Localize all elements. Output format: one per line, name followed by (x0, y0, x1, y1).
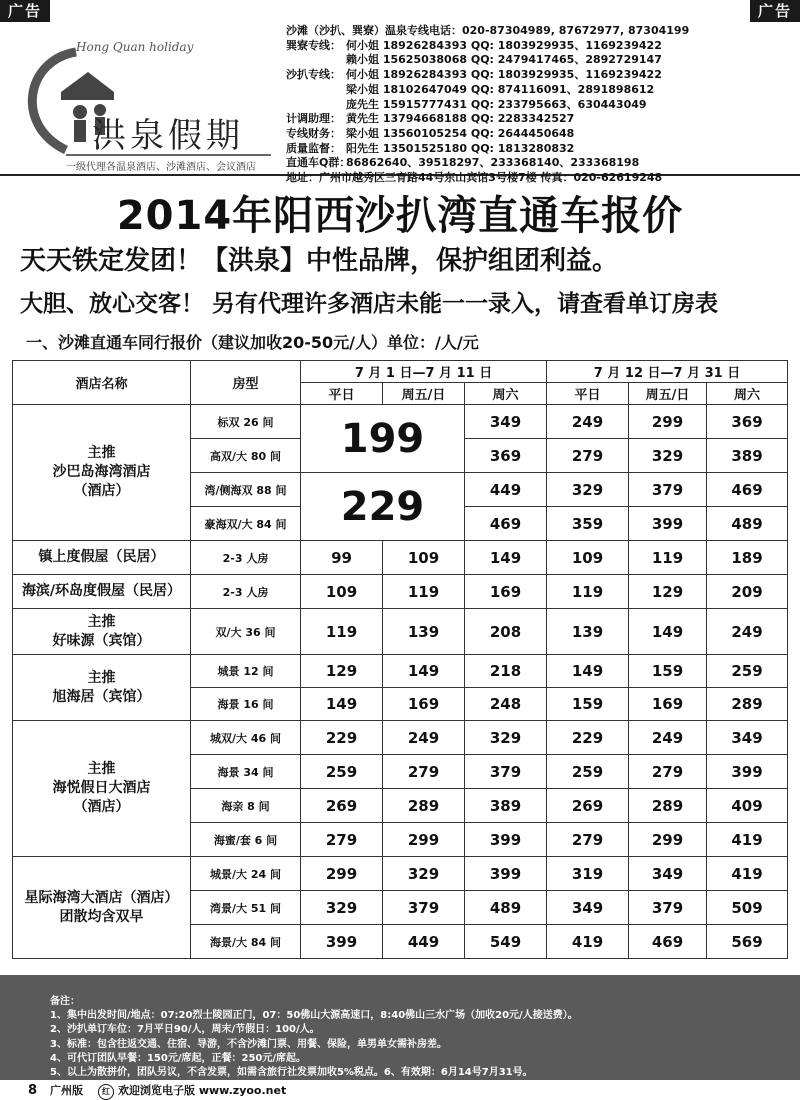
price-cell: 399 (465, 857, 547, 891)
price-cell: 279 (383, 755, 465, 789)
price-cell: 129 (629, 575, 707, 609)
price-cell: 289 (629, 789, 707, 823)
price-cell: 569 (707, 925, 788, 959)
price-cell: 149 (383, 655, 465, 688)
price-cell: 279 (547, 439, 629, 473)
hotel-name: 主推 旭海居（宾馆） (13, 655, 191, 721)
col-header-weekday: 平日 (547, 383, 629, 405)
price-cell: 469 (707, 473, 788, 507)
note-line: 3、标准：包含往返交通、住宿、导游，不含沙滩门票、用餐、保险，单男单女需补房差。 (50, 1038, 447, 1050)
room-type: 豪海双/大 84 间 (191, 507, 301, 541)
room-type: 城双/大 46 间 (191, 721, 301, 755)
price-cell: 399 (629, 507, 707, 541)
company-logo (6, 30, 276, 173)
price-cell: 419 (707, 857, 788, 891)
price-cell: 169 (465, 575, 547, 609)
price-cell: 209 (707, 575, 788, 609)
price-cell: 289 (707, 688, 788, 721)
price-cell: 419 (547, 925, 629, 959)
room-type: 海景 16 间 (191, 688, 301, 721)
hotel-name: 主推 沙巴岛海湾酒店 （酒店） (13, 405, 191, 541)
hotel-name: 海滨/环岛度假屋（民居） (13, 575, 191, 609)
table-row (13, 405, 788, 439)
price-cell: 109 (301, 575, 383, 609)
room-type: 高双/大 80 间 (191, 439, 301, 473)
room-type: 双/大 36 间 (191, 609, 301, 655)
room-type: 海景 34 间 (191, 755, 301, 789)
hotel-name: 主推 好味源（宾馆） (13, 609, 191, 655)
price-cell: 269 (301, 789, 383, 823)
room-type: 2-3 人房 (191, 575, 301, 609)
price-cell: 149 (301, 688, 383, 721)
price-cell: 329 (383, 857, 465, 891)
table-row (13, 609, 788, 655)
price-cell: 248 (465, 688, 547, 721)
col-header-period-2: 7 月 12 日—7 月 31 日 (547, 361, 788, 383)
room-type: 2-3 人房 (191, 541, 301, 575)
price-cell: 249 (547, 405, 629, 439)
contact-row: 赖小姐 15625038068 QQ: 2479417465、2892729147 (346, 53, 662, 67)
price-cell: 409 (707, 789, 788, 823)
price-cell: 259 (301, 755, 383, 789)
price-cell: 289 (383, 789, 465, 823)
price-cell: 449 (465, 473, 547, 507)
price-cell: 549 (465, 925, 547, 959)
price-cell: 129 (301, 655, 383, 688)
price-cell: 169 (383, 688, 465, 721)
col-header-period-1: 7 月 1 日—7 月 11 日 (301, 361, 547, 383)
col-header-saturday: 周六 (465, 383, 547, 405)
price-cell: 389 (465, 789, 547, 823)
header (0, 22, 800, 185)
contact-info (286, 24, 796, 186)
price-cell: 469 (629, 925, 707, 959)
notes-box (0, 975, 800, 1080)
price-cell: 509 (707, 891, 788, 925)
price-cell: 259 (547, 755, 629, 789)
price-cell: 379 (383, 891, 465, 925)
logo-chinese-text: 洪泉假期 (92, 116, 244, 156)
price-cell: 399 (707, 755, 788, 789)
price-cell: 119 (301, 609, 383, 655)
contact-row: 梁小姐 18102647049 QQ: 874116091、2891898612 (346, 82, 655, 96)
price-cell: 329 (629, 439, 707, 473)
price-cell: 329 (301, 891, 383, 925)
room-type: 城景 12 间 (191, 655, 301, 688)
note-line: 5、以上为散拼价，团队另议，不含发票，如需含旅行社发票加收5%税点。6、有效期：6月14号7月31号。 (50, 1067, 533, 1079)
price-cell: 369 (465, 439, 547, 473)
notes-heading: 备注： (50, 996, 80, 1007)
price-cell: 119 (547, 575, 629, 609)
price-cell: 379 (629, 891, 707, 925)
ad-tag-right: 广告 (750, 0, 800, 22)
logo-slogan: 一级代理各温泉酒店、沙滩酒店、会议酒店 (66, 162, 256, 173)
price-cell: 449 (383, 925, 465, 959)
price-cell: 109 (547, 541, 629, 575)
footer (0, 1082, 800, 1100)
col-header-fri-sun: 周五/日 (629, 383, 707, 405)
note-line: 1、集中出发时间/地点：07:20烈士陵园正门，07：50佛山大源高速口，8:40佛山三水广场（加收20元/人接送费）。 (50, 1010, 578, 1022)
circle-logo-icon: 红 (98, 1084, 114, 1100)
price-table (12, 360, 788, 959)
price-cell: 159 (629, 655, 707, 688)
price-cell: 419 (707, 823, 788, 857)
price-cell: 299 (629, 405, 707, 439)
price-cell: 299 (629, 823, 707, 857)
col-header-hotel: 酒店名称 (13, 361, 191, 405)
price-cell: 349 (465, 405, 547, 439)
table-row (13, 857, 788, 891)
price-cell: 349 (707, 721, 788, 755)
note-line: 2、沙扒单订车位：7月平日90/人，周末/节假日：100/人。 (50, 1024, 320, 1036)
price-cell: 109 (383, 541, 465, 575)
hotel-name: 镇上度假屋（民居） (13, 541, 191, 575)
room-type: 海景/大 84 间 (191, 925, 301, 959)
price-cell: 279 (547, 823, 629, 857)
room-type: 湾景/大 51 间 (191, 891, 301, 925)
price-cell: 389 (707, 439, 788, 473)
price-cell: 399 (465, 823, 547, 857)
price-cell: 299 (301, 857, 383, 891)
price-cell: 189 (707, 541, 788, 575)
price-cell: 218 (465, 655, 547, 688)
price-cell: 279 (301, 823, 383, 857)
room-type: 海蜜/套 6 间 (191, 823, 301, 857)
price-cell: 159 (547, 688, 629, 721)
table-row (13, 541, 788, 575)
contact-row: 质量监督： 阳先生 13501525180 QQ: 1813280832 (286, 141, 575, 155)
price-cell: 169 (629, 688, 707, 721)
price-cell: 149 (629, 609, 707, 655)
contact-row: 巽寮专线： 何小姐 18926284393 QQ: 1803929935、1169239422 (286, 38, 662, 52)
price-cell: 349 (629, 857, 707, 891)
price-cell: 279 (629, 755, 707, 789)
contact-row: 专线财务： 梁小姐 13560105254 QQ: 2644450648 (286, 126, 575, 140)
ad-tag-left: 广告 (0, 0, 50, 22)
section-title: 一、沙滩直通车同行报价（建议加收20-50元/人）单位：/人/元 (26, 333, 479, 352)
logo-english-text: Hong Quan holiday (76, 40, 194, 54)
price-cell: 99 (301, 541, 383, 575)
price-cell: 369 (707, 405, 788, 439)
price-cell: 259 (707, 655, 788, 688)
price-cell: 399 (301, 925, 383, 959)
room-type: 城景/大 24 间 (191, 857, 301, 891)
price-cell: 489 (465, 891, 547, 925)
price-cell: 149 (547, 655, 629, 688)
col-header-weekday: 平日 (301, 383, 383, 405)
price-cell: 469 (465, 507, 547, 541)
merged-price: 229 (301, 473, 465, 541)
hotel-name: 星际海湾大酒店（酒店） 团散均含双早 (13, 857, 191, 959)
contact-row: 沙滩（沙扒、巽寮）温泉专线电话：020-87304989, 87672977, 87304199 (286, 24, 690, 37)
price-cell: 319 (547, 857, 629, 891)
room-type: 标双 26 间 (191, 405, 301, 439)
col-header-saturday: 周六 (707, 383, 788, 405)
contact-row: 计调助理： 黄先生 13794668188 QQ: 2283342527 (286, 112, 575, 126)
price-cell: 269 (547, 789, 629, 823)
price-cell: 249 (707, 609, 788, 655)
hotel-name: 主推 海悦假日大酒店 （酒店） (13, 721, 191, 857)
website-text[interactable]: 欢迎浏览电子版 www.zyoo.net (118, 1084, 287, 1097)
edition-label: 广州版 (50, 1084, 83, 1097)
price-cell: 229 (301, 721, 383, 755)
promo-line-2: 大胆、放心交客！ 另有代理许多酒店未能一一录入，请查看单订房表 (20, 291, 719, 317)
table-row (13, 655, 788, 688)
table-header-row (13, 361, 788, 383)
price-cell: 349 (547, 891, 629, 925)
promo-line-1: 天天铁定发团！【洪泉】中性品牌，保护组团利益。 (20, 246, 619, 276)
note-line: 4、可代订团队早餐：150元/席起，正餐：250元/席起。 (50, 1052, 307, 1064)
price-cell: 119 (629, 541, 707, 575)
price-cell: 149 (465, 541, 547, 575)
price-cell: 379 (465, 755, 547, 789)
merged-price: 199 (301, 405, 465, 473)
contact-row: 沙扒专线： 何小姐 18926284393 QQ: 1803929935、1169239422 (286, 68, 662, 82)
price-cell: 139 (383, 609, 465, 655)
price-cell: 119 (383, 575, 465, 609)
col-header-fri-sun: 周五/日 (383, 383, 465, 405)
room-type: 湾/侧海双 88 间 (191, 473, 301, 507)
room-type: 海亲 8 间 (191, 789, 301, 823)
price-cell: 249 (383, 721, 465, 755)
price-cell: 379 (629, 473, 707, 507)
price-cell: 299 (383, 823, 465, 857)
price-cell: 249 (629, 721, 707, 755)
table-row (13, 575, 788, 609)
price-cell: 359 (547, 507, 629, 541)
page-title: 2014年阳西沙扒湾直通车报价 (116, 193, 684, 239)
contact-row: 庞先生 15915777431 QQ: 233795663、630443049 (346, 97, 647, 111)
col-header-room: 房型 (191, 361, 301, 405)
price-cell: 229 (547, 721, 629, 755)
price-cell: 208 (465, 609, 547, 655)
price-cell: 139 (547, 609, 629, 655)
page-number: 8 (28, 1083, 38, 1098)
contact-row: 直通车Q群：86862640、39518297、233368140、233368198 (286, 156, 640, 170)
contact-row: 地址：广州市越秀区三育路44号东山宾馆3号楼7楼 传真：020-62619248 (286, 171, 663, 185)
price-cell: 329 (547, 473, 629, 507)
table-row (13, 721, 788, 755)
price-cell: 489 (707, 507, 788, 541)
price-cell: 329 (465, 721, 547, 755)
